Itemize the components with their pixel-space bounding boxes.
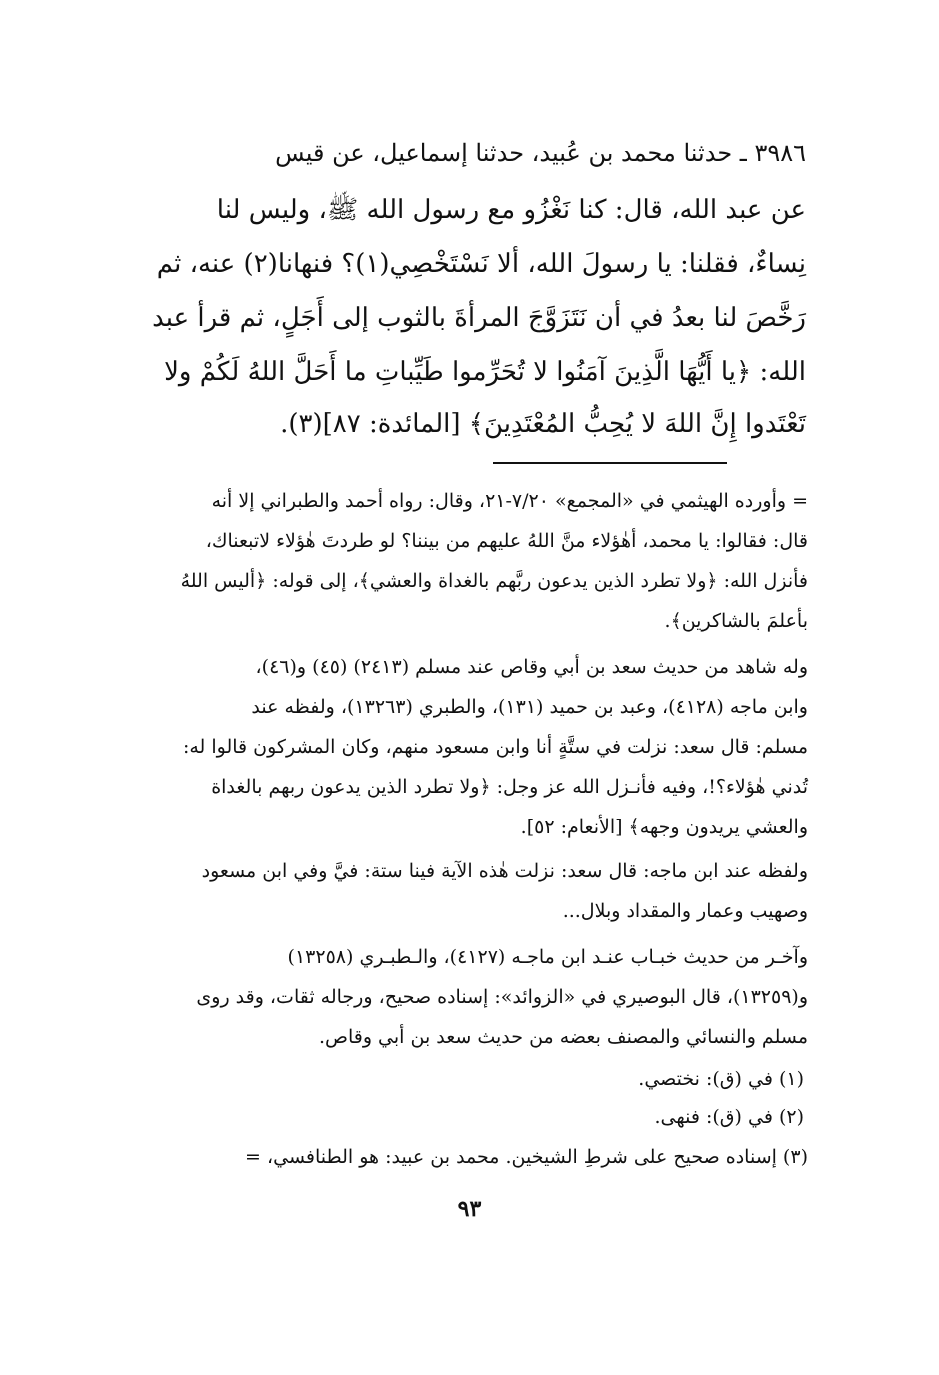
hadith-line-1: عن عبد الله، قال: كنا نَغْزُو مع رسول الله ﷺ، وليس لنا	[216, 195, 806, 225]
footnote-line-8: تُدني هٰؤلاء؟!، وفيه فأنـزل الله عز وجل: ﴿ولا تطرد الذين يدعون ربهم بالغداة	[211, 776, 808, 798]
footnote-line-9: والعشي يريدون وجهه﴾ [الأنعام: ٥٢].	[520, 816, 808, 838]
footnote-line-7: مسلم: قال سعد: نزلت في ستَّةٍ أنا وابن مسعود منهم، وكان المشركون قالوا له:	[182, 736, 808, 758]
hadith-header: ٣٩٨٦ ـ حدثنا محمد بن عُبيد، حدثنا إسماعيل، عن قيس	[275, 139, 806, 167]
page-number: ٩٣	[457, 1196, 482, 1222]
footnote-line-13: و(١٣٢٥٩)، قال البوصيري في «الزوائد»: إسناده صحيح، ورجاله ثقات، وقد روى	[196, 986, 808, 1008]
footnote-line-5: وله شاهد من حديث سعد بن أبي وقاص عند مسلم (٢٤١٣) (٤٥) و(٤٦)،	[255, 656, 808, 678]
footnote-1: (١) في (ق): نختصي.	[638, 1068, 804, 1090]
footnote-divider	[493, 462, 727, 464]
footnote-2: (٢) في (ق): فنهى.	[654, 1106, 804, 1128]
footnote-line-14: مسلم والنسائي والمصنف بعضه من حديث سعد بن أبي وقاص.	[318, 1026, 808, 1048]
footnote-line-12: وآخـر من حديث خبـاب عنـد ابن ماجـه (٤١٢٧)، والـطبـري (١٣٢٥٨)	[287, 946, 808, 968]
footnote-line-1: = وأورده الهيثمي في «المجمع» ٧/٢٠-٢١، وقال: رواه أحمد والطبراني إلا أنه	[211, 490, 808, 512]
footnote-line-3: فأنزل الله: ﴿ولا تطرد الذين يدعون ربَّهم بالغداة والعشي﴾، إلى قوله: ﴿أليس اللهُ	[180, 570, 808, 592]
hadith-line-3: رَخَّصَ لنا بعدُ في أن نَتَزَوَّجَ المرأةَ بالثوب إلى أَجَلٍ، ثم قرأ عبد	[152, 303, 806, 333]
footnote-line-11: وصهيب وعمار والمقداد وبلال...	[562, 900, 808, 922]
hadith-line-5: تَعْتَدوا إِنَّ اللهَ لا يُحِبُّ المُعْتَدِينَ﴾ [المائدة: ٨٧](٣).	[280, 409, 806, 439]
footnote-line-2: قال: فقالوا: يا محمد، أهٰؤلاء منَّ اللهُ عليهم من بيننا؟ لو طردتَ هٰؤلاء لاتبعناك،	[205, 530, 808, 552]
footnote-line-4: بأعلمَ بالشاكرين﴾.	[664, 610, 808, 632]
footnote-3: (٣) إسناده صحيح على شرطِ الشيخين. محمد بن عبيد: هو الطنافسي، =	[245, 1146, 808, 1168]
footnote-line-6: وابن ماجه (٤١٢٨)، وعبد بن حميد (١٣١)، والطبري (١٣٢٦٣)، ولفظه عند	[251, 696, 808, 718]
footnote-line-10: ولفظه عند ابن ماجه: قال سعد: نزلت هٰذه الآية فينا ستة: فيَّ وفي ابن مسعود	[201, 860, 808, 882]
hadith-line-4: الله: ﴿يا أَيُّهَا الَّذِينَ آمَنُوا لا تُحَرِّموا طَيِّباتِ ما أَحَلَّ اللهُ لَكُمْ ولا	[164, 357, 806, 387]
hadith-line-2: نِساءٌ، فقلنا: يا رسولَ الله، ألا نَسْتَخْصِي(١)؟ فنهانا(٢) عنه، ثم	[156, 249, 806, 279]
